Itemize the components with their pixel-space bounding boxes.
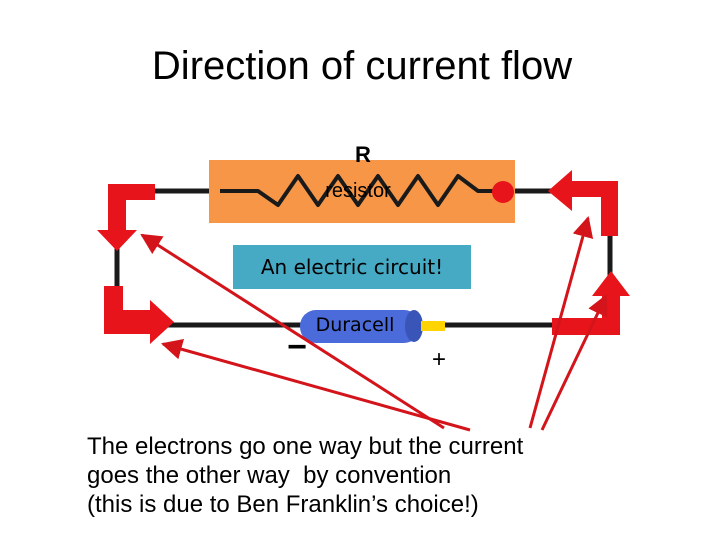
circuit-label: An electric circuit! (260, 255, 444, 279)
negative-terminal-sign: − (287, 328, 307, 366)
explanation-caption (87, 432, 687, 519)
arrow-top-right-icon (548, 170, 618, 236)
slide-title: Direction of current flow (151, 44, 573, 88)
resistor-terminal-dot (492, 181, 514, 203)
battery-brand-label: Duracell (315, 314, 395, 336)
resistor-symbol: R (355, 142, 371, 167)
battery-cap (421, 321, 445, 331)
caption-line-2: goes the other way by convention (87, 462, 452, 489)
pointer-line-2 (163, 344, 470, 430)
resistor-label: resistor (325, 180, 391, 202)
pointer-line-4 (542, 296, 606, 430)
arrow-bottom-left-icon (104, 286, 174, 344)
caption-line-3: (this is due to Ben Franklin’s choice!) (87, 491, 479, 518)
caption-line-1: The electrons go one way but the current (87, 433, 524, 460)
arrow-top-left-icon (97, 184, 155, 251)
positive-terminal-sign: + (431, 346, 446, 373)
